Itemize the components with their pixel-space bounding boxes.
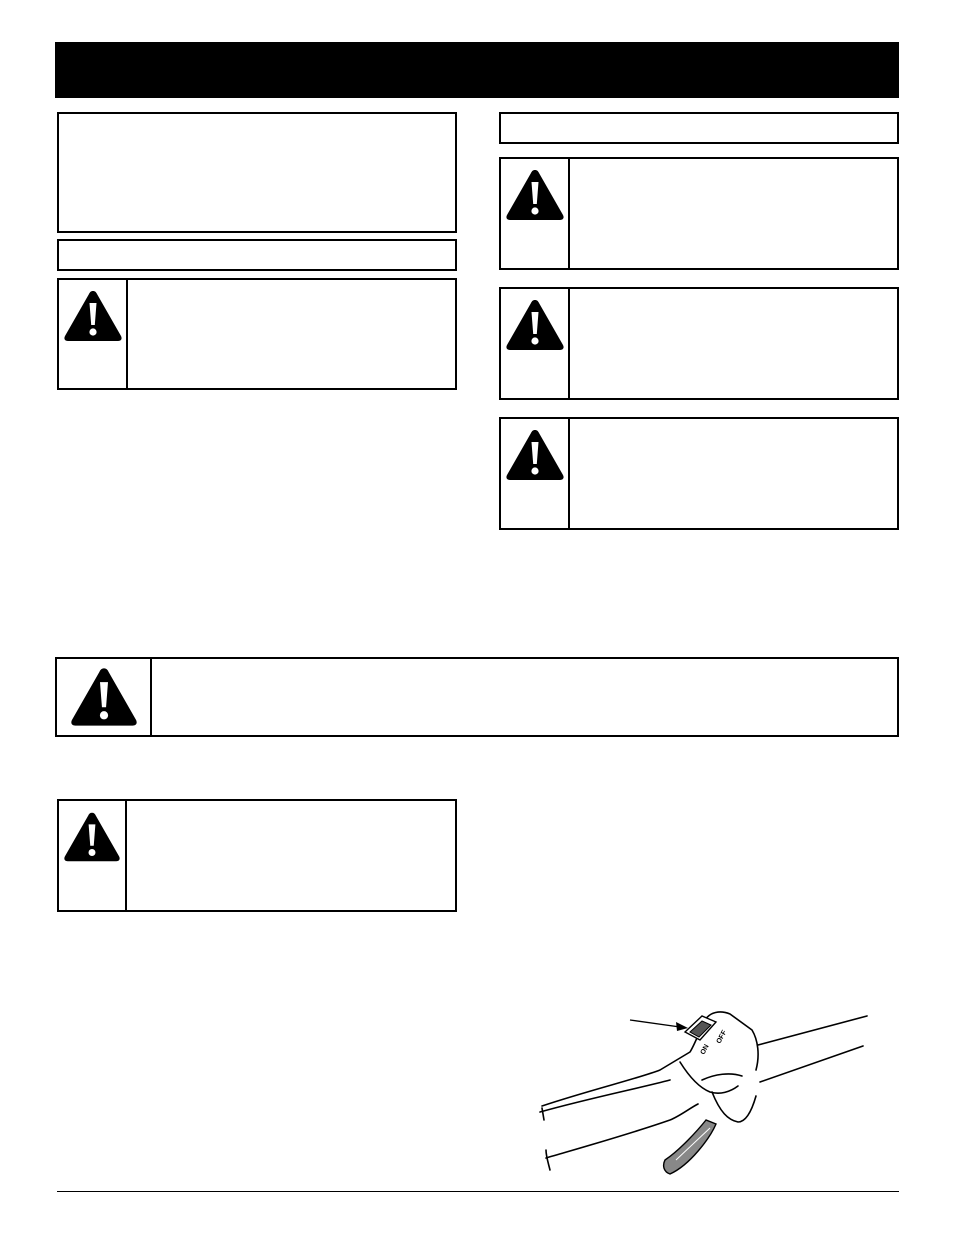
footer-rule <box>57 1191 899 1192</box>
warning-icon-cell <box>59 280 128 388</box>
warning-text-cell <box>128 280 455 388</box>
right-section-heading-box <box>499 112 899 144</box>
warning-text-cell <box>570 289 897 398</box>
warning-text-cell <box>152 659 897 735</box>
page-header-bar <box>55 42 899 98</box>
warning-text-cell <box>570 419 897 528</box>
left-warning-box-2 <box>57 799 457 912</box>
right-warning-box-1 <box>499 157 899 270</box>
full-width-warning-box <box>55 657 899 737</box>
warning-icon-cell <box>501 289 570 398</box>
warning-icon-cell <box>57 659 152 735</box>
warning-icon-cell <box>59 801 127 910</box>
warning-triangle-icon <box>68 665 140 729</box>
warning-text-cell <box>127 801 455 910</box>
warning-triangle-icon <box>504 427 566 483</box>
left-section-heading-box <box>57 239 457 271</box>
warning-triangle-icon <box>504 167 566 223</box>
warning-triangle-icon <box>62 809 122 865</box>
right-warning-box-2 <box>499 287 899 400</box>
switch-on-label: ON <box>699 1043 711 1056</box>
trimmer-handle-figure <box>530 1000 875 1185</box>
warning-triangle-icon <box>62 288 124 344</box>
left-warning-box-1 <box>57 278 457 390</box>
switch-illustration <box>530 1000 875 1185</box>
arrow-icon <box>630 1020 688 1031</box>
warning-text-cell <box>570 159 897 268</box>
warning-icon-cell <box>501 419 570 528</box>
right-warning-box-3 <box>499 417 899 530</box>
warning-triangle-icon <box>504 297 566 353</box>
intro-text-box <box>57 112 457 233</box>
switch-off-label: OFF <box>715 1029 729 1045</box>
warning-icon-cell <box>501 159 570 268</box>
